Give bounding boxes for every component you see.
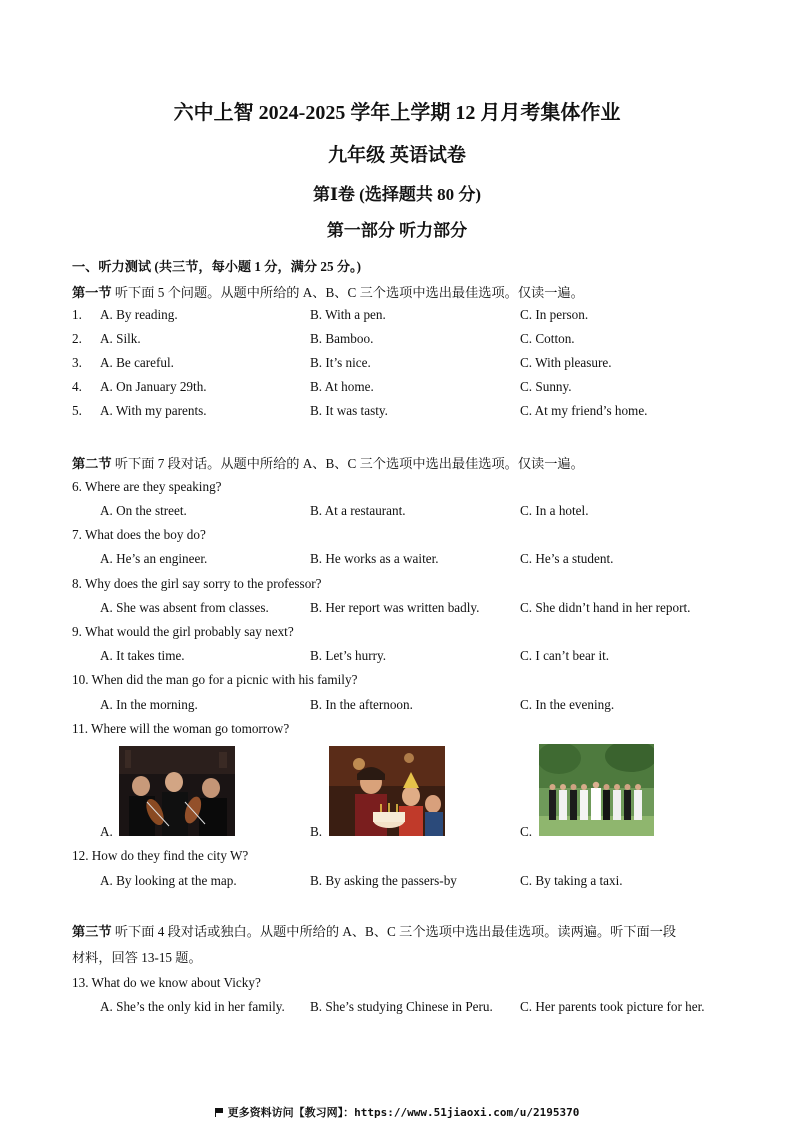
volume-title: 第Ⅰ卷 (选择题共 80 分) — [312, 185, 482, 204]
exam-title: 六中上智 2024-2025 学年上学期 12 月月考集体作业 — [173, 102, 621, 124]
option-a: A. Silk. — [100, 331, 141, 346]
option-b: B. By asking the passers-by — [310, 873, 457, 888]
s1-instruction — [72, 282, 584, 301]
s2-instruction — [72, 453, 584, 472]
option-a: A. She’s the only kid in her family. — [100, 999, 285, 1014]
q-number: 3. — [72, 355, 82, 370]
option-a: A. By looking at the map. — [100, 873, 237, 888]
s3-head: 第三节 — [72, 924, 112, 939]
wedding-picture — [539, 744, 654, 836]
s1-text: 听下面 5 个问题。从题中所给的 A、B、C 三个选项中选出最佳选项。仅读一遍。 — [114, 285, 584, 300]
question-text: 13. What do we know about Vicky? — [72, 975, 261, 990]
option-c: C. Sunny. — [520, 379, 572, 394]
question-text: 10. When did the man go for a picnic with his family? — [72, 672, 358, 687]
option-c: C. In a hotel. — [520, 503, 589, 518]
option-b-label: B. — [310, 824, 323, 839]
option-a-label: A. — [100, 824, 113, 839]
option-a: A. Be careful. — [100, 355, 174, 370]
question-text: 12. How do they find the city W? — [72, 848, 249, 863]
s2-head: 第二节 — [72, 456, 112, 471]
option-a: A. By reading. — [100, 307, 178, 322]
q-number: 2. — [72, 331, 82, 346]
option-a: A. It takes time. — [100, 648, 185, 663]
footer-text: 更多资料访问【教习网】：https://www.51jiaoxi.com/u/2195370 — [227, 1106, 580, 1119]
option-b: B. At home. — [310, 379, 374, 394]
option-c: C. Her parents took picture for her. — [520, 999, 705, 1014]
exam-grade-subject: 九年级 英语试卷 — [328, 145, 466, 166]
option-b: B. With a pen. — [310, 307, 386, 322]
question-text: 6. Where are they speaking? — [72, 479, 222, 494]
option-c: C. Cotton. — [520, 331, 575, 346]
question-text: 7. What does the boy do? — [72, 527, 206, 542]
option-b: B. At a restaurant. — [310, 503, 406, 518]
s1-head: 第一节 — [72, 285, 112, 300]
s3-text: 听下面 4 段对话或独白。从题中所给的 A、B、C 三个选项中选出最佳选项。读两遍。听下面一段 — [114, 924, 677, 939]
option-b: B. It’s nice. — [310, 355, 371, 370]
s3-instruction-cont: 材料，回答 13-15 题。 — [72, 950, 202, 965]
q-number: 5. — [72, 403, 82, 418]
option-b: B. In the afternoon. — [310, 697, 413, 712]
q-number: 4. — [72, 379, 82, 394]
option-c: C. In person. — [520, 307, 589, 322]
option-b: B. She’s studying Chinese in Peru. — [310, 999, 493, 1014]
question-text: 11. Where will the woman go tomorrow? — [72, 721, 290, 736]
option-c: C. I can’t bear it. — [520, 648, 610, 663]
option-c: C. He’s a student. — [520, 551, 614, 566]
q-number: 1. — [72, 307, 82, 322]
option-a: A. With my parents. — [100, 403, 207, 418]
option-a: A. On the street. — [100, 503, 187, 518]
flag-icon — [215, 1108, 224, 1117]
option-b: B. Bamboo. — [310, 331, 374, 346]
option-a: A. She was absent from classes. — [100, 600, 269, 615]
option-c: C. By taking a taxi. — [520, 873, 623, 888]
option-c: C. With pleasure. — [520, 355, 612, 370]
concert-picture — [119, 746, 235, 836]
option-c-label: C. — [520, 824, 533, 839]
s3-instruction — [72, 921, 676, 940]
s2-text: 听下面 7 段对话。从题中所给的 A、B、C 三个选项中选出最佳选项。仅读一遍。 — [114, 456, 584, 471]
option-b: B. Let’s hurry. — [310, 648, 387, 663]
option-b: B. Her report was written badly. — [310, 600, 480, 615]
option-c: C. In the evening. — [520, 697, 615, 712]
question-text: 9. What would the girl probably say next? — [72, 624, 294, 639]
option-c: C. She didn’t hand in her report. — [520, 600, 691, 615]
option-a: A. On January 29th. — [100, 379, 207, 394]
option-b: B. He works as a waiter. — [310, 551, 439, 566]
option-a: A. In the morning. — [100, 697, 198, 712]
section-heading: 一、听力测试 (共三节，每小题 1 分，满分 25 分。) — [72, 259, 362, 274]
question-text: 8. Why does the girl say sorry to the professor? — [72, 576, 322, 591]
option-c: C. At my friend’s home. — [520, 403, 648, 418]
option-b: B. It was tasty. — [310, 403, 388, 418]
footer-link[interactable] — [0, 1104, 794, 1120]
part-title: 第一部分 听力部分 — [326, 221, 468, 240]
option-a: A. He’s an engineer. — [100, 551, 208, 566]
birthday-party-picture — [329, 746, 445, 836]
